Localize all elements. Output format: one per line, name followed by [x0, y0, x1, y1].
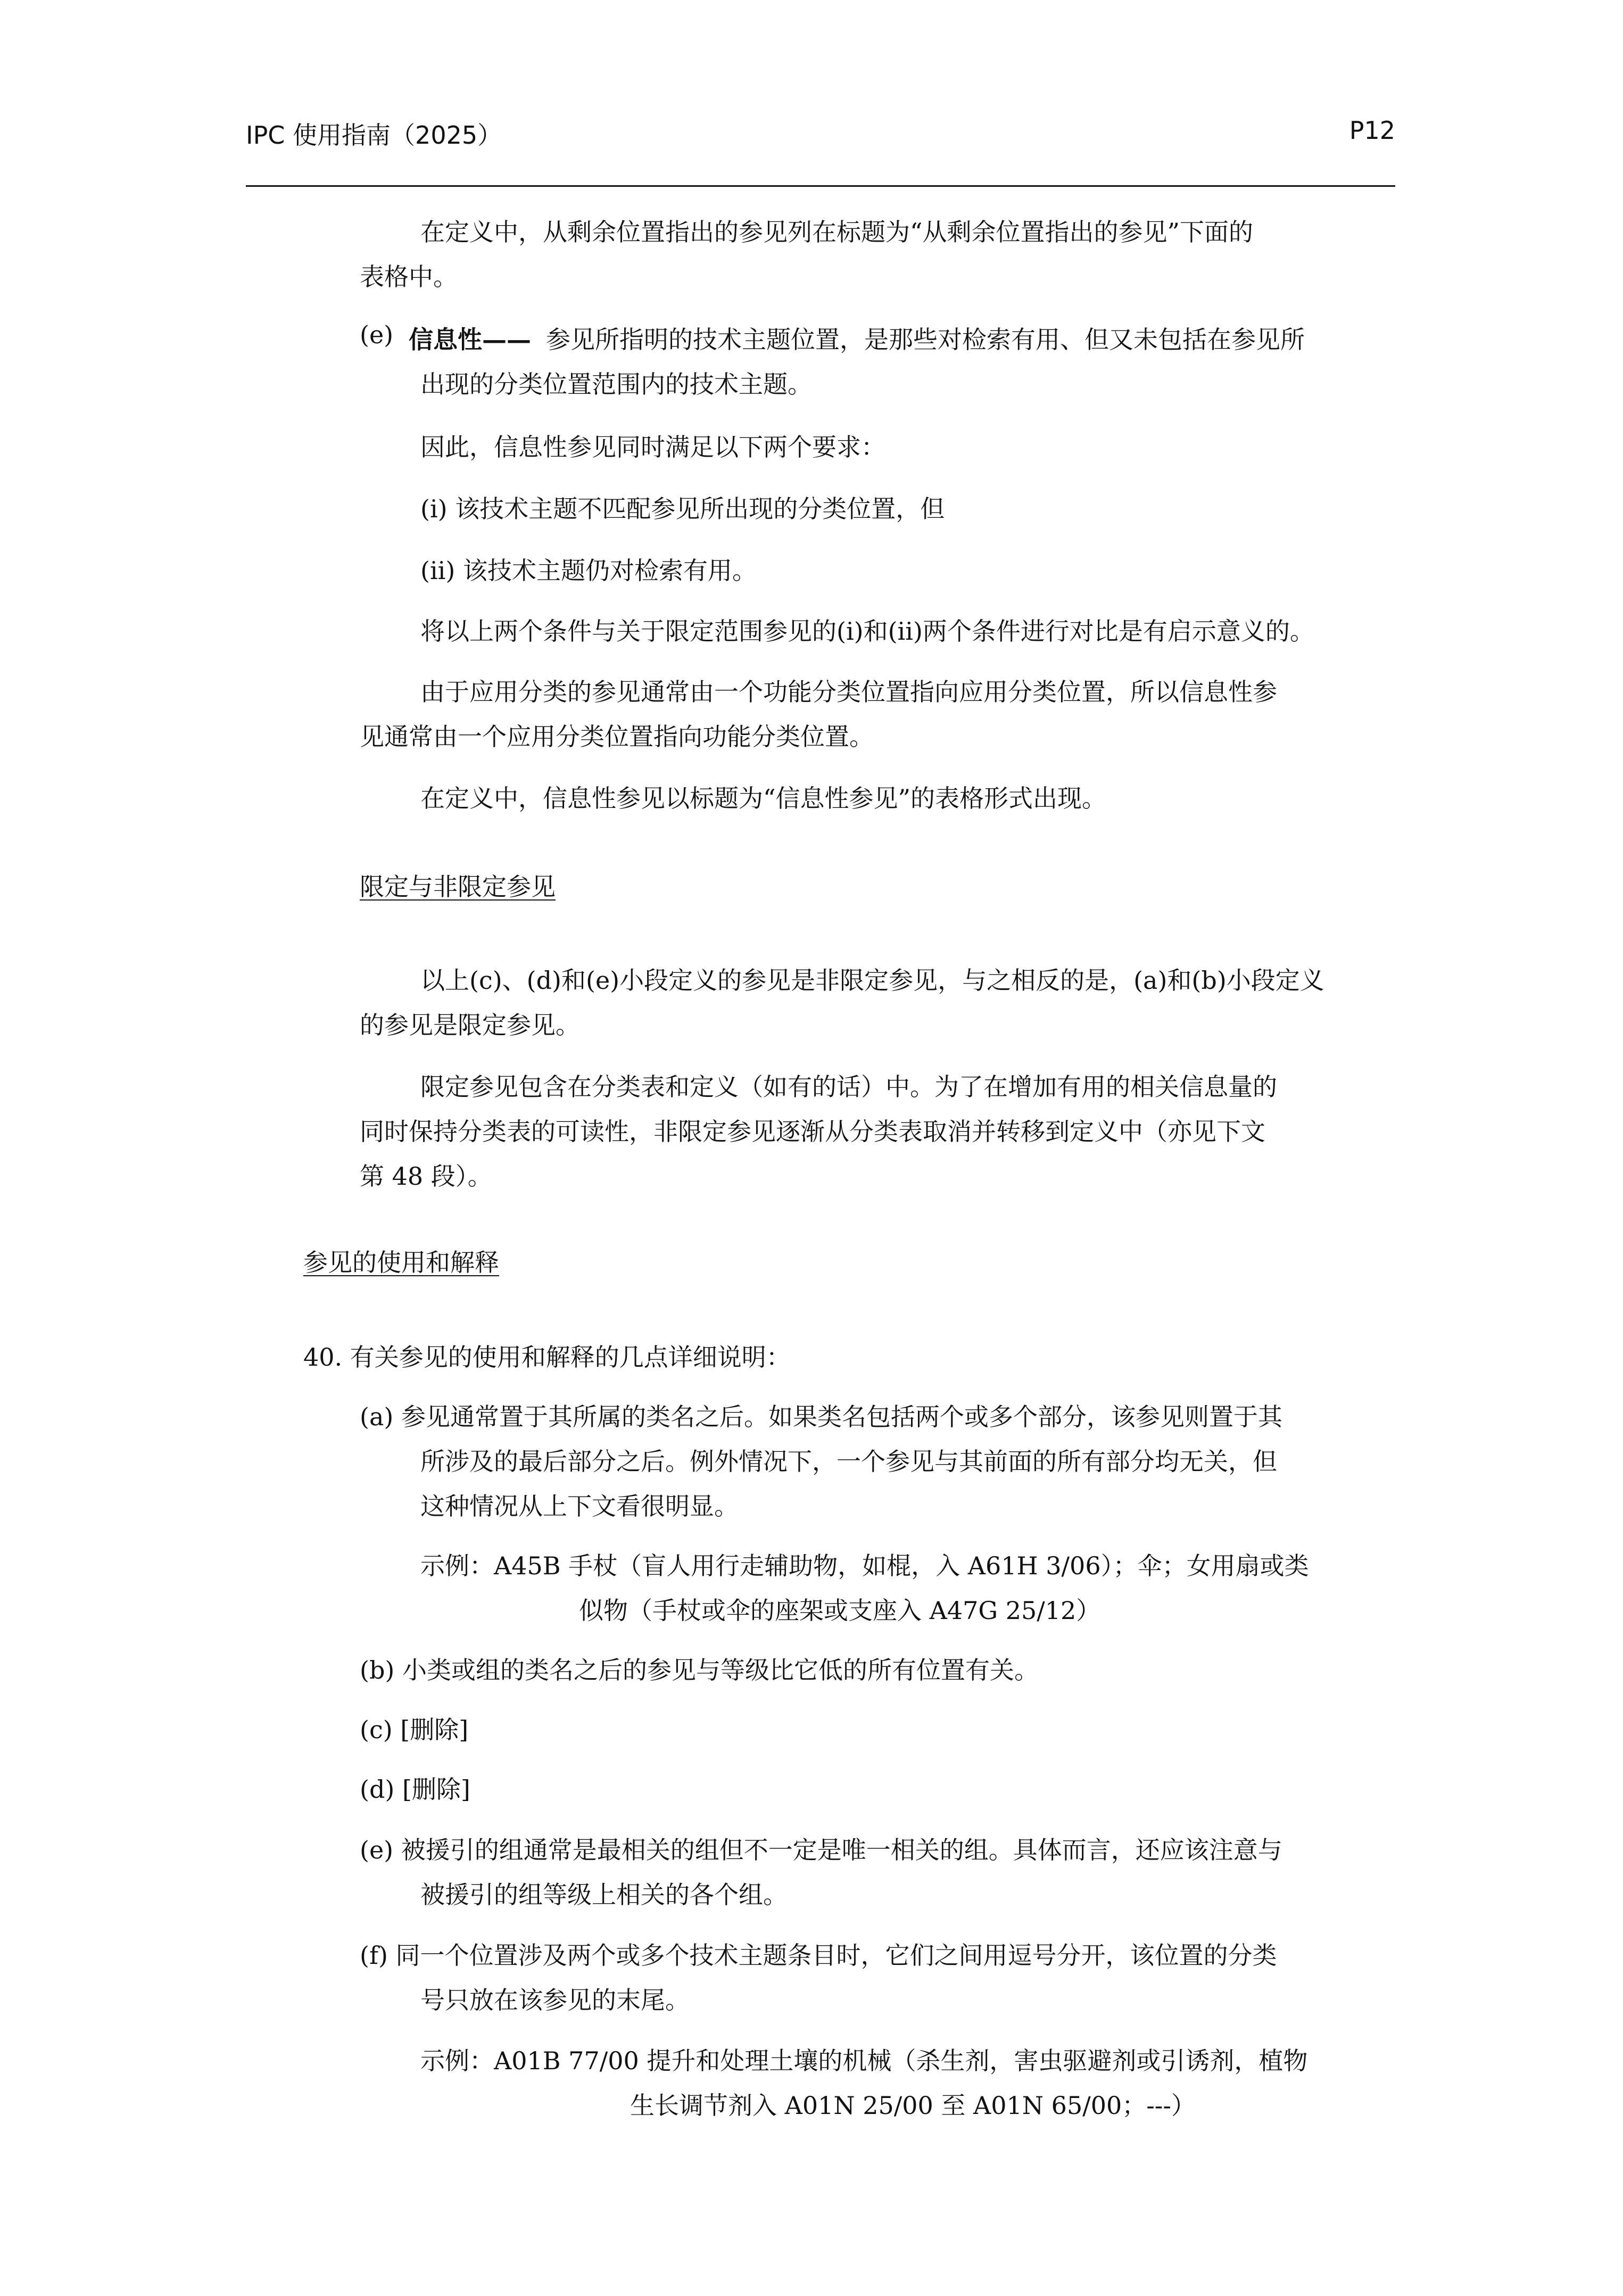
paragraph-line: 出现的分类位置范围内的技术主题。 [420, 370, 812, 399]
numbered-paragraph: 40. 有关参见的使用和解释的几点详细说明： [303, 1343, 791, 1372]
term-informative: 信息性—— [409, 325, 531, 354]
list-item: (i) 该技术主题不匹配参见所出现的分类位置，但 [420, 494, 945, 523]
header-title: IPC 使用指南（2025） [246, 121, 502, 150]
list-item: (b) 小类或组的类名之后的参见与等级比它低的所有位置有关。 [360, 1656, 1039, 1684]
paragraph-line: 表格中。 [360, 262, 458, 291]
paragraph-line: 将以上两个条件与关于限定范围参见的(i)和(ii)两个条件进行对比是有启示意义的。 [420, 617, 1314, 646]
list-item: (f) 同一个位置涉及两个或多个技术主题条目时，它们之间用逗号分开，该位置的分类 [360, 1941, 1277, 1970]
example-line: 示例：A45B 手杖（盲人用行走辅助物，如棍，入 A61H 3/06）；伞；女用扇或类 [420, 1551, 1309, 1580]
paragraph-line: 在定义中，信息性参见以标题为“信息性参见”的表格形式出现。 [420, 784, 1107, 813]
list-item: (d) [删除] [360, 1775, 470, 1804]
example-line: 生长调节剂入 A01N 25/00 至 A01N 65/00；---） [630, 2091, 1196, 2120]
list-item: (c) [删除] [360, 1715, 469, 1744]
list-marker: (e) [360, 320, 394, 349]
example-line: 示例：A01B 77/00 提升和处理土壤的机械（杀生剂，害虫驱避剂或引诱剂，植物 [420, 2046, 1308, 2075]
paragraph-line: 同时保持分类表的可读性，非限定参见逐渐从分类表取消并转移到定义中（亦见下文 [360, 1117, 1265, 1146]
section-heading: 限定与非限定参见 [360, 872, 556, 901]
paragraph-line: 在定义中，从剩余位置指出的参见列在标题为“从剩余位置指出的参见”下面的 [420, 218, 1254, 246]
list-item-continuation: 号只放在该参见的末尾。 [420, 1986, 690, 2014]
paragraph-line: 参见所指明的技术主题位置，是那些对检索有用、但又未包括在参见所 [546, 325, 1305, 354]
paragraph-line: 因此，信息性参见同时满足以下两个要求： [420, 433, 885, 461]
list-item: (e) 被援引的组通常是最相关的组但不一定是唯一相关的组。具体而言，还应该注意与 [360, 1836, 1282, 1864]
paragraph-line: 限定参见包含在分类表和定义（如有的话）中。为了在增加有用的相关信息量的 [420, 1072, 1277, 1101]
paragraph-line: 由于应用分类的参见通常由一个功能分类位置指向应用分类位置，所以信息性参 [420, 678, 1277, 706]
list-item-continuation: 所涉及的最后部分之后。例外情况下，一个参见与其前面的所有部分均无关，但 [420, 1447, 1277, 1476]
list-item-continuation: 被援引的组等级上相关的各个组。 [420, 1880, 788, 1909]
list-item-continuation: 这种情况从上下文看很明显。 [420, 1492, 739, 1521]
paragraph-line: 的参见是限定参见。 [360, 1011, 580, 1039]
paragraph-line: 第 48 段）。 [360, 1162, 492, 1191]
list-item: (a) 参见通常置于其所属的类名之后。如果类名包括两个或多个部分，该参见则置于其 [360, 1402, 1282, 1431]
paragraph-line: 见通常由一个应用分类位置指向功能分类位置。 [360, 722, 874, 751]
example-line: 似物（手杖或伞的座架或支座入 A47G 25/12） [579, 1596, 1101, 1625]
header-page-number: P12 [1349, 116, 1395, 145]
header-rule [246, 185, 1395, 187]
section-heading: 参见的使用和解释 [303, 1248, 499, 1277]
list-item: (ii) 该技术主题仍对检索有用。 [420, 556, 757, 585]
paragraph-line: 以上(c)、(d)和(e)小段定义的参见是非限定参见，与之相反的是，(a)和(b)小段定义 [420, 966, 1324, 995]
